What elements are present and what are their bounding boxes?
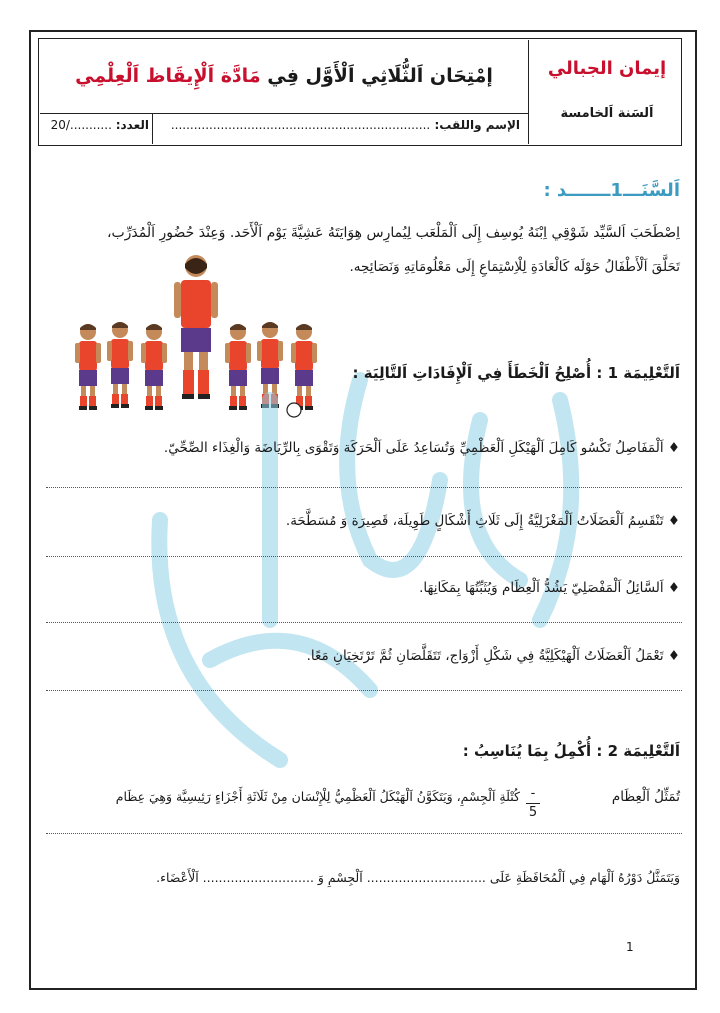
answer-line-4[interactable] [46,690,682,691]
teacher-name: إيمان الجبالي [547,58,667,79]
task1-item-4: ♦ تَعْمَلُ اَلْعَضَلَاتُ اَلْهَيْكَلِيَّةُ فِي شَكْلِ أَزْوَاج، تَتَقَلَّصَانِ ثُمَّ تَرْتَخِيَانِ مَعًا. [306,648,680,664]
task1-item-2: ♦ تَنْقَسِمُ اَلْعَضَلَاتُ اَلْمَغْزَلِيَّةُ إِلَى ثَلَاثِ أَشْكَالٍ طَوِيلَة، قَصِيرَة وَ مُسَطَّحَة. [285,513,680,529]
task2-line1-start: تُمَثِّلُ اَلْعِظَام [611,789,680,805]
header-divider [528,40,529,144]
fraction-numerator: - [530,786,536,801]
answer-line-3[interactable] [46,622,682,623]
fraction-bar [526,803,540,804]
answer-line-1[interactable] [46,487,682,488]
exam-title [40,40,528,112]
exam-title-subject: مَادَّة اَلْإِيقَاظ اَلْعِلْمِي [75,65,261,87]
page-border [29,30,697,990]
score-divider [152,113,153,144]
task1-item-1: ♦ اَلْمَفَاصِلُ تَكْسُو كَامِلَ اَلْهَيْكَلِ اَلْعَظْمِيِّ وَتُسَاعِدُ عَلَى اَلْحَرَكَة وَتَقْوَى بِالرِّيَاضَة وَالْغِذَاء الصِّحِّيّ. [163,440,680,456]
score-field [45,118,149,132]
score-label: العدد: [115,118,149,132]
intro-line-1: اِصْطَحَبَ اَلسَّيِّد شَوْقِي اِبْنَهُ يُوسِف إِلَى اَلْمَلْعَب لِيُمارِس هِوَايَتَهُ عَشِيَّةَ يَوْم اَلْأَحَد. وَعِنْدَ حُضُورِ اَلْمُدَرِّب، [106,225,680,241]
name-label: الإسم واللقب: [434,118,520,132]
task1-title: اَلتَّعْلِيمَة 1 : أُصْلِحُ اَلْخَطَأَ فِي اَلْإِفَادَاتِ اَلتَّالِيَة : [352,364,680,382]
task2-line2: وَيَتَمَثَّلُ دَوْرُهُ اَلْهَام فِي اَلْمُحَافَظَةِ عَلَى .............................. اَلْجِسْمِ وَ ............................ اَلْأَعْضَاء. [156,870,680,885]
header-row-divider [40,113,528,114]
task2-line1-end: كُتْلَةِ اَلْجِسْمِ، وَيَتَكَوَّنُ اَلْهَيْكَلُ اَلْعَظْمِيُّ لِلْإِنْسَان مِنْ ثَلَاثَةِ أَجْزَاءٍ رَئِيسِيَّة وَهِيَ عِظَام [115,789,520,804]
page-number: 1 [626,940,634,954]
fraction-denominator: 5 [528,805,538,820]
answer-line-5[interactable] [46,833,682,834]
task2-title: اَلتَّعْلِيمَة 2 : أُكْمِلُ بِمَا يُنَاسِبُ : [462,742,680,760]
task1-item-3: ♦ اَلسَّائِلُ اَلْمَفْصَلِيّ يَشُدُّ اَلْعِظَام وَيُثَبِّتُهَا بِمَكَانِهَا. [419,580,680,596]
answer-line-2[interactable] [46,556,682,557]
section-title: اَلسَّنَـــ1ـــــــد : [543,180,680,201]
grade-level: اَلسَنة اَلخامسة [560,106,654,121]
fraction [526,786,540,821]
intro-line-2: تَحَلَّقَ اَلْأَطْفَالُ حَوْلَه كَالْعَادَةِ لِلْاِسْتِمَاعِ إِلَى مَعْلُومَاتِهِ وَنَصَائِحِه. [349,259,680,275]
name-field[interactable] [158,118,520,132]
name-dots: .................................................................... [170,118,431,132]
exam-title-main: إمْتِحَان اَلثُّلَاثِي اَلْأَوَّل فِي [267,65,493,87]
score-value: .........../20 [50,118,112,132]
football-team-illustration [72,248,332,420]
